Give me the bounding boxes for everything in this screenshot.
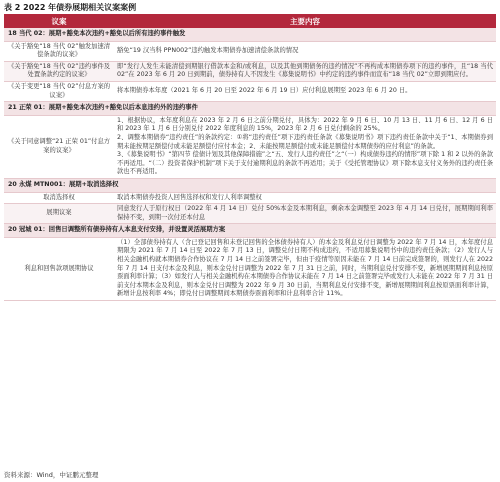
section-heading: 20 冠城 01：回售日调整所有债券持有人本息支付安排，并设置灵活展期方案: [4, 224, 496, 238]
header-proposal: 议案: [4, 14, 114, 28]
section-row: [4, 224, 496, 238]
table-row: [4, 115, 496, 178]
proposal-cell: 展期议案: [4, 204, 114, 224]
section-row: [4, 28, 496, 41]
source-note: 资料来源：Wind，中证鹏元整理: [4, 471, 99, 479]
table-row: [4, 237, 496, 300]
section-heading: 20 永煤 MTN001：展期+取消选择权: [4, 178, 496, 192]
table-row: [4, 41, 496, 61]
bond-extension-table: [4, 14, 496, 301]
section-heading: 18 当代 02：展期+豁免本次违约+豁免以后所有违约事件触发: [4, 28, 496, 41]
proposal-cell: 《关于同意调整“21 正荣 01”付息方案的议案》: [4, 115, 114, 178]
table-row: [4, 192, 496, 204]
proposal-cell: 取消选择权: [4, 192, 114, 204]
content-paragraph: 1、根据协议，本年度利息在 2023 年 2 月 6 日之前分期兑付，具体为：2022 年 9 月 6 日、10 月 13 日、11 月 6 日、12 月 6 日和 2023 年 1 月 6 日分别兑付 2022 年度利息的 15%，2023 年 2 月 6 日兑付剩余的 25%。: [117, 116, 493, 133]
table-row: [4, 204, 496, 224]
content-paragraph: 3、《募集说明书》“第四节 偿债计划及其他保障措施”之“五、发行人违约责任”之“（一）构成债券违约的情形”项下除 1 和 2 以外的条款不再适用。“（二）投资者保护机制”项下关于支付逾期利息的条款不再适用；关于《受托管理协议》项下除本息支付义务外的违约责任条款也不再适用。: [117, 151, 493, 176]
table-header-row: [4, 14, 496, 28]
header-main-content: 主要内容: [114, 14, 496, 28]
content-cell: 即“发行人发生未能清偿到期银行借款本金和/或利息，以及其他到期债务的违约情况”不再构成本期债券项下的违约事件，且“18 当代 02”在 2023 年 6 月 20 日到期前，债券持有人不因发生《募集说明书》中约定的违约事件而宣布“18 当代 02”立即到期应付。: [114, 61, 496, 81]
content-cell: 豁免“19 汉当科 PPN002”违约触发本期债券加速清偿条款的情况: [114, 41, 496, 61]
content-cell: [114, 115, 496, 178]
section-row: [4, 178, 496, 192]
content-cell: 同意发行人于原行权日（2022 年 4 月 14 日）兑付 50%本金及本期利息，剩余本金调整至 2023 年 4 月 14 日兑付，展期期间利率保持不变，到期一次付还本付息: [114, 204, 496, 224]
proposal-cell: 利息和回售款项展期协议: [4, 237, 114, 300]
table-title: 表 2 2022 年债券展期相关议案案例: [4, 3, 137, 12]
proposal-cell: 《关于豁免“18 当代 02”触发加速清偿条款的议案》: [4, 41, 114, 61]
content-cell: （1）全部债券持有人（含已登记回售和未登记回售的全体债券持有人）的本金及利息兑付日调整为 2022 年 7 月 14 日，本年度付息期限为 2021 年 7 月 14 日至 2022 年 7 月 13 日，调整兑付日期不构成违约，不适用募集说明书中的违约责任条款；（2）发行人与相关金融机构就本期债券合作协议在 7 月 14 日之前签署完毕，但由于疫情等原因未能在 7 月 14 日前完成签署的，则发行人在 2022 年 7 月 14 日支付本金及利息，则本金兑付日调整为 2022 年 7 月 31 日之前，同时，当期利息兑付安排不变，新增展期期间利息按原票面利率计算；（3）如发行人与相关金融机构在本期债券合作协议未能在 7 月 14 日之前签署完毕或发行人未能在 2022 年 7 月 31 日前支付本期本金及利息，则本金兑付日调整为 2022 年 9 月 30 日前，当期利息兑付安排不变，新增展期期间利息按原票面利率计算，新增计息按利率 4%；即兑付日调整期间本期债券票面利率和计息利率合计 11%。: [114, 237, 496, 300]
content-cell: 将本期债券本年度（2021 年 6 月 20 日至 2022 年 6 月 19 日）应付利息展期至 2023 年 6 月 20 日。: [114, 81, 496, 101]
table-row: [4, 61, 496, 81]
content-cell: 取消本期债券投资人回售选择权和发行人利率调整权: [114, 192, 496, 204]
table-row: [4, 81, 496, 101]
section-heading: 21 正荣 01：展期+豁免本次违约+豁免以后本息违约外的违约事件: [4, 102, 496, 116]
section-row: [4, 102, 496, 116]
proposal-cell: 《关于豁免“18 当代 02”违约事件及处置条款约定的议案》: [4, 61, 114, 81]
proposal-cell: 《关于变更“18 当代 02”付息方案的议案》: [4, 81, 114, 101]
content-paragraph: 2、调整本期债券“违约责任”的条款约定：①将“违约责任”项下违约责任条款《募集说明书》项下违约责任条款中关于“1、本期债券到期未能按期足额偿付或未能足额偿付应付本金；2、未能按期足额偿付或未能足额偿付本期债券的应付利息”的条款。: [117, 133, 493, 150]
